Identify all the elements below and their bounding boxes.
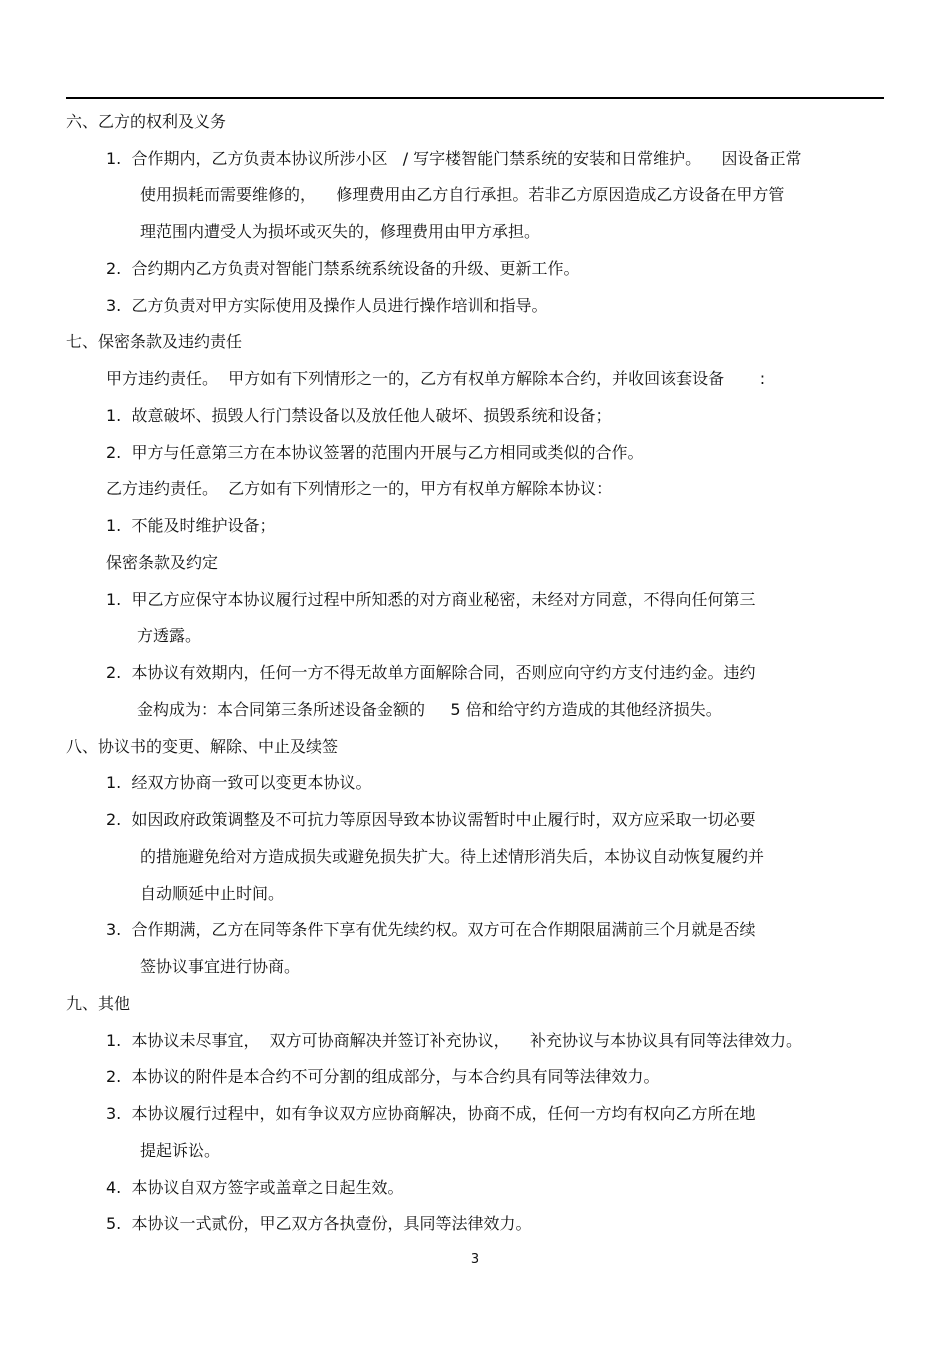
clause-9-5: 5. 本协议一式贰份，甲乙双方各执壹份，具同等法律效力。: [106, 1214, 532, 1233]
clause-9-1: 1. 本协议未尽事宜， 双方可协商解决并签订补充协议， 补充协议与本协议具有同等法律效力。: [106, 1031, 802, 1050]
section-heading-7: 七、保密条款及违约责任: [66, 332, 243, 351]
party-a-breach-intro: 甲方违约责任。 甲方如有下列情形之一的，乙方有权单方解除本合约，并收回该套设备 :: [106, 369, 766, 388]
clause-7-c-1-cont: 方透露。: [137, 626, 202, 645]
clause-9-2: 2. 本协议的附件是本合约不可分割的组成部分，与本合约具有同等法律效力。: [106, 1067, 660, 1086]
page-number: 3: [470, 1252, 480, 1267]
clause-9-3: 3. 本协议履行过程中，如有争议双方应协商解决，协商不成，任何一方均有权向乙方所在地: [106, 1104, 756, 1123]
clause-8-2-cont: 的措施避免给对方造成损失或避免损失扩大。待上述情形消失后，本协议自动恢复履约并: [140, 847, 765, 866]
header-rule: [66, 97, 884, 99]
clause-9-4: 4. 本协议自双方签字或盖章之日起生效。: [106, 1178, 404, 1197]
clause-9-3-cont: 提起诉讼。: [140, 1141, 221, 1160]
clause-8-2-cont: 自动顺延中止时间。: [140, 884, 285, 903]
party-b-breach-intro: 乙方违约责任。 乙方如有下列情形之一的，甲方有权单方解除本协议：: [106, 479, 613, 498]
confidentiality-intro: 保密条款及约定: [106, 553, 219, 572]
clause-6-2: 2. 合约期内乙方负责对智能门禁系统系统设备的升级、更新工作。: [106, 259, 580, 278]
clause-8-3-cont: 签协议事宜进行协商。: [140, 957, 301, 976]
clause-7-a-2: 2. 甲方与任意第三方在本协议签署的范围内开展与乙方相同或类似的合作。: [106, 443, 644, 462]
section-heading-9: 九、其他: [66, 994, 131, 1013]
section-heading-8: 八、协议书的变更、解除、中止及续签: [66, 737, 339, 756]
clause-7-a-1: 1. 故意破坏、损毁人行门禁设备以及放任他人破坏、损毁系统和设备；: [106, 406, 612, 425]
clause-7-c-1: 1. 甲乙方应保守本协议履行过程中所知悉的对方商业秘密，未经对方同意，不得向任何第三: [106, 590, 756, 609]
clause-6-3: 3. 乙方负责对甲方实际使用及操作人员进行操作培训和指导。: [106, 296, 548, 315]
clause-7-b-1: 1. 不能及时维护设备；: [106, 516, 276, 535]
clause-8-1: 1. 经双方协商一致可以变更本协议。: [106, 773, 372, 792]
clause-8-2: 2. 如因政府政策调整及不可抗力等原因导致本协议需暂时中止履行时，双方应采取一切必要: [106, 810, 756, 829]
clause-6-1-cont: 理范围内遭受人为损坏或灭失的，修理费用由甲方承担。: [140, 222, 541, 241]
clause-6-1-cont: 使用损耗而需要维修的， 修理费用由乙方自行承担。若非乙方原因造成乙方设备在甲方管: [140, 185, 785, 204]
clause-7-c-2: 2. 本协议有效期内，任何一方不得无故单方面解除合同，否则应向守约方支付违约金。违约: [106, 663, 756, 682]
section-heading-6: 六、乙方的权利及义务: [66, 112, 227, 131]
clause-7-c-2-cont: 金构成为：本合同第三条所述设备金额的 5 倍和给守约方造成的其他经济损失。: [137, 700, 722, 719]
clause-6-1: 1. 合作期内，乙方负责本协议所涉小区 / 写字楼智能门禁系统的安装和日常维护。 因设备正常: [106, 149, 802, 168]
clause-8-3: 3. 合作期满，乙方在同等条件下享有优先续约权。双方可在合作期限届满前三个月就是否续: [106, 920, 756, 939]
